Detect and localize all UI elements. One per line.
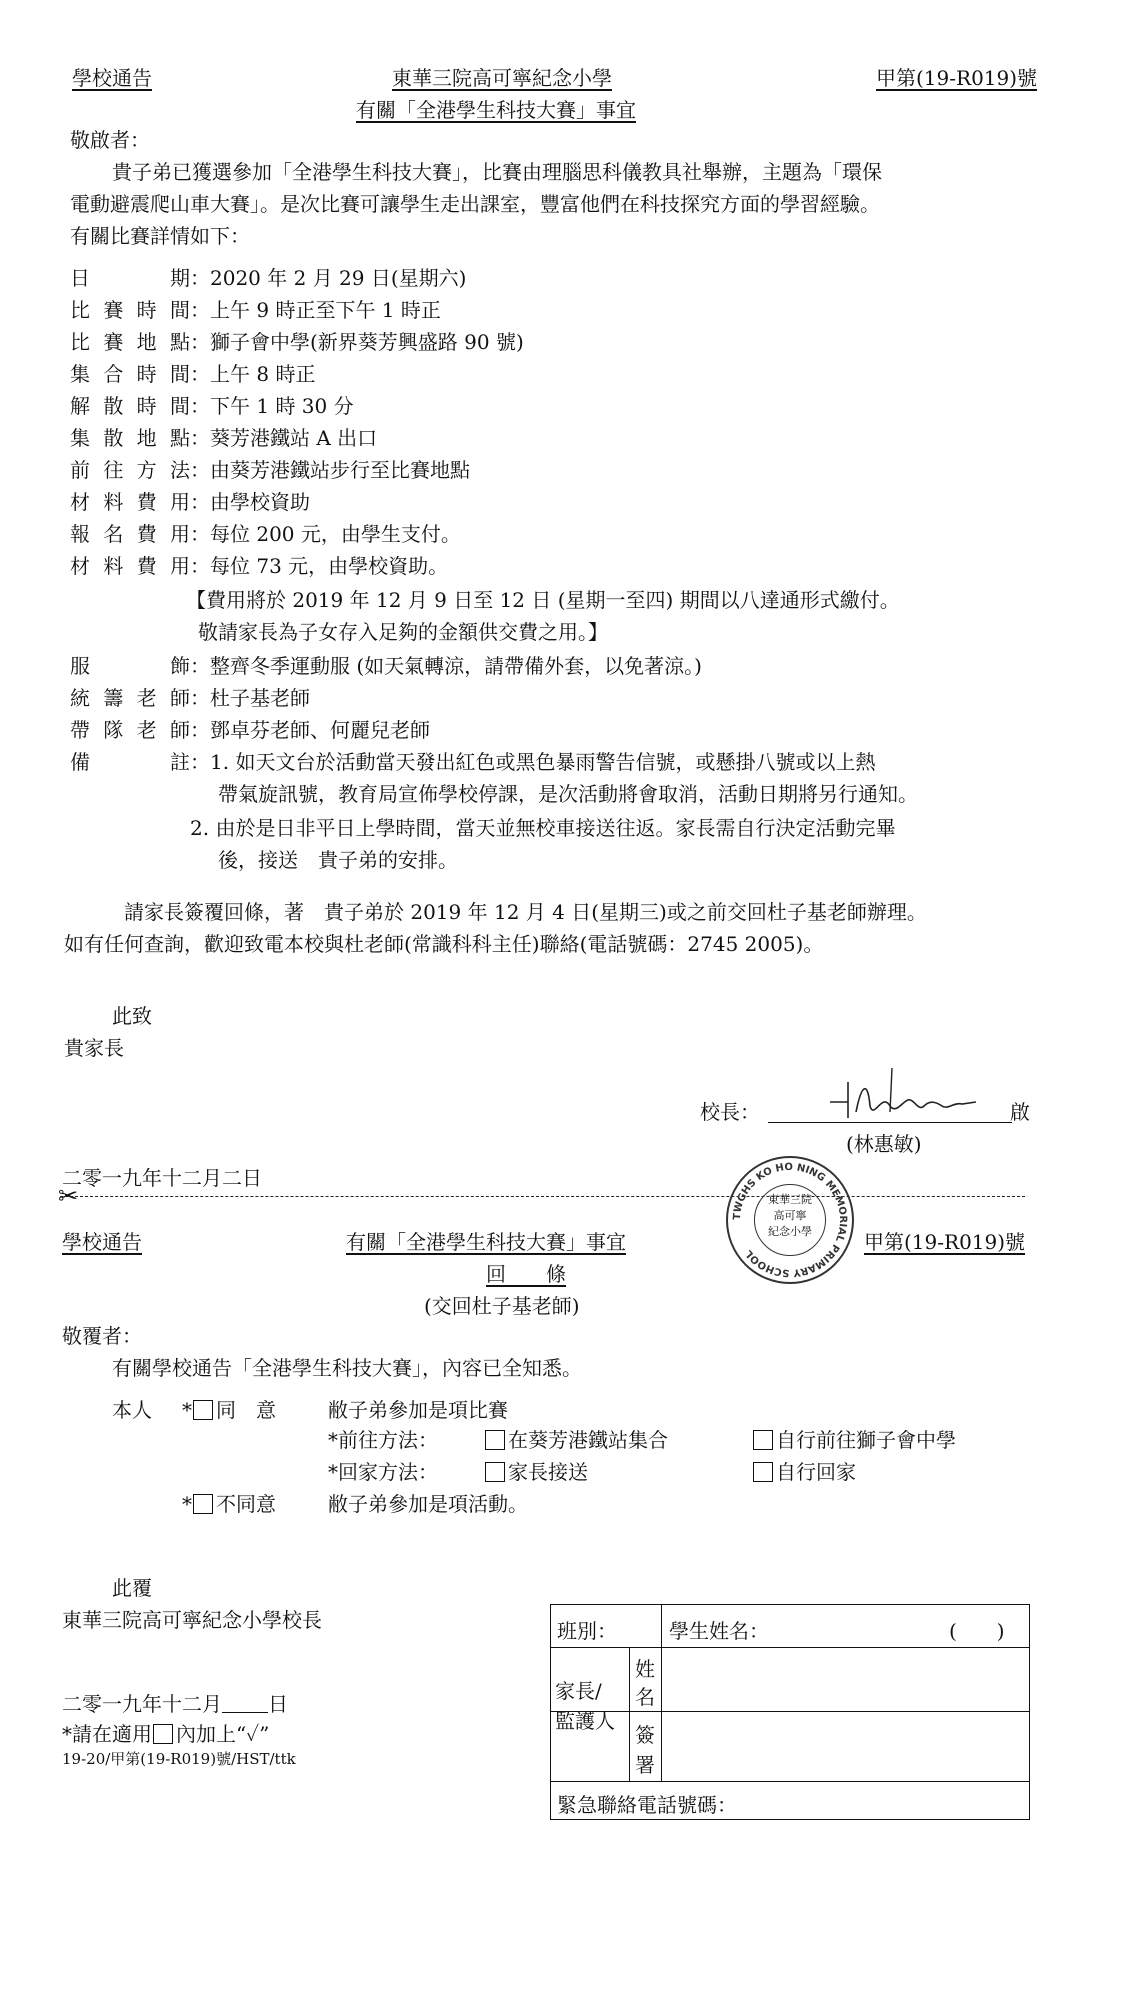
go-method-label: *前往方法： [328, 1428, 438, 1452]
detail-venue: 比賽地點：獅子會中學(新界葵芳興盛路 90 號) [70, 330, 524, 354]
fee-note-line-1: 【費用將於 2019 年 12 月 9 日至 12 日 (星期一至四) 期間以八達通形式繳付。 [186, 588, 900, 612]
agree-checkbox[interactable] [193, 1400, 213, 1420]
instruction-box-icon [153, 1724, 173, 1744]
guardian-signature-field[interactable] [667, 1717, 1021, 1775]
student-name-label: 學生姓名： [669, 1619, 769, 1643]
guardian-label-1: 家長/ [555, 1679, 602, 1703]
detail-dismissal-time: 解散時間：下午 1 時 30 分 [70, 394, 354, 418]
disagree-checkbox[interactable] [193, 1494, 213, 1514]
detail-registration-fee: 報名費用：每位 200 元，由學生支付。 [70, 522, 461, 546]
detail-transport: 前往方法：由葵芳港鐵站步行至比賽地點 [70, 458, 470, 482]
student-name-field[interactable] [785, 1609, 929, 1643]
notice-date: 二零一九年十二月二日 [62, 1166, 262, 1190]
table-row-class-student [551, 1605, 1029, 1648]
remark-1-line-2: 帶氣旋訊號，教育局宣佈學校停課，是次活動將會取消，活動日期將另行通知。 [218, 782, 918, 806]
remarks-row: 備 註：1. 如天文台於活動當天發出紅色或黑色暴雨警告信號，或懸掛八號或以上熱 [70, 750, 876, 774]
school-name: 東華三院高可寧紀念小學 [392, 66, 612, 90]
detail-date: 日 期：2020 年 2 月 29 日(星期六) [70, 266, 467, 290]
back-method-label: *回家方法： [328, 1460, 438, 1484]
back-option-self[interactable]: 自行回家 [752, 1456, 856, 1485]
class-number-paren: ( ) [949, 1619, 1005, 1643]
go-option-assemble[interactable]: 在葵芳港鐵站集合 [484, 1424, 668, 1453]
closing-line-1: 請家長簽覆回條，著 貴子弟於 2019 年 12 月 4 日(星期三)或之前交回杜子基老師辦理。 [124, 900, 927, 924]
reply-reference: 甲第(19-R019)號 [864, 1230, 1026, 1254]
back-option-parent[interactable]: 家長接送 [484, 1456, 588, 1485]
intro-line-2: 電動避震爬山車大賽」。是次比賽可讓學生走出課室，豐富他們在科技探究方面的學習經驗。 [70, 192, 880, 216]
greeting: 敬啟者： [70, 128, 150, 152]
detail-leading-teachers: 帶隊老師：鄧卓芬老師、何麗兒老師 [70, 718, 430, 742]
reply-greeting: 敬覆者： [62, 1324, 142, 1348]
go-option-self[interactable]: 自行前往獅子會中學 [752, 1424, 956, 1453]
detail-attire: 服 飾：整齊冬季運動服 (如天氣轉涼，請帶備外套，以免著涼。) [70, 654, 702, 678]
scissors-icon: ✂ [58, 1182, 79, 1210]
table-row-phone [551, 1781, 1029, 1821]
principal-qi: 啟 [1010, 1100, 1030, 1124]
class-label: 班別： [557, 1619, 617, 1643]
tick-instruction: *請在適用 內加上“✓” [62, 1722, 270, 1746]
detail-coordinator: 統籌老師：杜子基老師 [70, 686, 310, 710]
back-self-checkbox[interactable] [753, 1462, 773, 1482]
cut-line [60, 1196, 1025, 1197]
reply-subtitle: (交回杜子基老師) [424, 1294, 580, 1318]
go-self-checkbox[interactable] [753, 1430, 773, 1450]
principal-name: (林惠敏) [846, 1132, 922, 1156]
back-parent-checkbox[interactable] [485, 1462, 505, 1482]
intro-line-3: 有關比賽詳情如下： [70, 224, 250, 248]
school-seal: TWGHS KO HO NING MEMORIAL PRIMARY SCHOOL 東華三院 高可寧 紀念小學 [726, 1156, 854, 1284]
closing-line-2: 如有任何查詢，歡迎致電本校與杜老師(常識科科主任)聯絡(電話號碼：2745 2005)。 [64, 932, 824, 956]
table-row-guardian-name: 姓 名 [551, 1647, 1029, 1712]
go-assemble-checkbox[interactable] [485, 1430, 505, 1450]
notice-label: 學校通告 [72, 66, 152, 90]
remark-2-line-1: 2. 由於是日非平日上學時間，當天並無校車接送往返。家長需自行決定活動完畢 [190, 816, 896, 840]
guardian-name-field[interactable] [667, 1653, 1021, 1705]
table-row-guardian-signature: 簽 署 [551, 1711, 1029, 1782]
agree-option[interactable]: * 同 意 [182, 1398, 276, 1422]
signature-scribble [790, 1062, 1010, 1124]
fee-note-line-2: 敬請家長為子女存入足夠的金額供交費之用。】 [198, 620, 608, 644]
disagree-text: 敝子弟參加是項活動。 [328, 1492, 528, 1516]
reply-subject: 有關「全港學生科技大賽」事宜 [346, 1230, 626, 1254]
disagree-option[interactable]: * 不同意 [182, 1492, 276, 1516]
emergency-phone-field[interactable] [751, 1785, 1021, 1817]
reply-title: 回 條 [486, 1262, 566, 1286]
detail-material-fee: 材料費用：由學校資助 [70, 490, 310, 514]
principal-label: 校長： [700, 1100, 760, 1124]
reply-cifu: 此覆 [112, 1576, 152, 1600]
reply-info-table [550, 1604, 1030, 1820]
remark-2-line-2: 後，接送 貴子弟的安排。 [218, 848, 458, 872]
reply-date: 二零一九年十二月 日 [62, 1692, 288, 1716]
document-code: 19-20/甲第(19-R019)號/HST/ttk [62, 1750, 296, 1768]
reply-self-label: 本人 [112, 1398, 152, 1422]
notice-subject: 有關「全港學生科技大賽」事宜 [356, 98, 636, 122]
reply-notice-label: 學校通告 [62, 1230, 142, 1254]
closing-cizhi: 此致 [112, 1004, 152, 1028]
reference-number: 甲第(19-R019)號 [876, 66, 1038, 90]
intro-line-1: 貴子弟已獲選參加「全港學生科技大賽」，比賽由理腦思科儀教具社舉辦，主題為「環保 [112, 160, 882, 184]
agree-text: 敝子弟參加是項比賽 [328, 1398, 508, 1422]
svg-text:TWGHS KO HO NING MEMORIAL PRIM: TWGHS KO HO NING MEMORIAL PRIMARY SCHOOL [731, 1161, 849, 1279]
detail-time: 比賽時間：上午 9 時正至下午 1 時正 [70, 298, 441, 322]
detail-meeting-point: 集散地點：葵芳港鐵站 A 出口 [70, 426, 378, 450]
detail-material-fee-2: 材料費用：每位 73 元，由學校資助。 [70, 554, 449, 578]
reply-acknowledgement: 有關學校通告「全港學生科技大賽」，內容已全知悉。 [112, 1356, 582, 1380]
guardian-label-2: 監護人 [555, 1709, 615, 1733]
closing-recipient: 貴家長 [64, 1036, 124, 1060]
reply-recipient: 東華三院高可寧紀念小學校長 [62, 1608, 322, 1632]
emergency-phone-label: 緊急聯絡電話號碼： [557, 1793, 737, 1817]
detail-assembly-time: 集合時間：上午 8 時正 [70, 362, 316, 386]
